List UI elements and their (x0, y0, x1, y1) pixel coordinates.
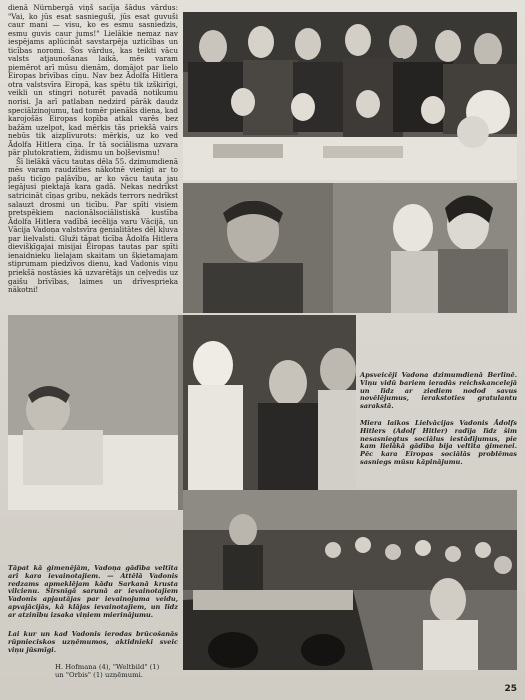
photo-credit-line: un "Orbis" (1) uzņēmumi. (55, 671, 143, 679)
photo-crowd-greeting (183, 490, 517, 670)
photo-children-signing (183, 12, 517, 180)
photo-credit-line: H. Hofmana (4), "Weltbild" (1) (55, 663, 160, 671)
article-paragraph: Šī lielākā vācu tautas dēla 55. dzimumdienā mēs varam raudzīties nākotnē vienīgi ar to pašu ticīgo paļāvību, ar ko vācu tauta jau iegājusi piektajā kara gadā. Nekas nedrīkst satricināt cīņas gribu, nekāds terrors nedrīkst salauzt drosmi un ticību. Par spīti visiem pretspēkiem nacionālsociālistiskā kustība Ādolfa Hitlera vadībā iecēlija varu Vācijā, un Vācija Vadoņa valstsvīra ģenialitātes dēļ kļuva par lielvalsti. Gluži tāpat tīcība Ādolfa Hitlera dievišķīgajai misijai Eiropas tautas par spīti ienaidnieku lielajam skaitam un šķietamajam stiprumam piedzīvos dienu, kad Vadonis viņu priekšā nostāsies kā uzvarētājs un ceļvedis uz gaišu brīvības, laimes un drīvesprieka nākotni! (8, 156, 178, 295)
photo-visiting-wounded (8, 315, 356, 510)
caption-birthday-visitors: Apsveicēji Vadona dzimumdienā Berlīnē. Viņu vidū bariem ieradās reichskancelejā un līdz ar ziediem nodod savus novēlējumus, ierakstoties gratulantu sarakstā. (360, 371, 517, 411)
article-paragraph: dienā Nürnbergā viņš sacīja šādus vārdus: "Vai, ko jūs esat sasnieguši, jūs esat guvuši caur mani — visu, ko es esmu sasniedzis, esmu guvis caur jums!" Lielākie nemaz nav iespējams aplūcināt savstarpēja uzticības un ticības noromi. Šos vārdus, kas teikti vācu valsts atjaunošanas laikā, mēs varam piemērot arī mūsu dienām, domājot par lielo Eiropas brīvības cīņu. Nav bez Ādolfa Hitlera otra valstsvīra Eiropā, kas spētu tik izšķirīgi, veikli un stingri noturēt pavadā notikumu norisi. Ja arī patlaban nedzird pārāk daudz speciālzinojumu, tad tomēr pienāks diena, kad karojošās Eiropas kopība atkal varēs bez bažām uzelpot, kad mērķis tās priekšā vairs nebūs tik aizplīvurots: mērķis, uz ko ved Ādolfa Hitlera cīņa. Ir tā sociālisma uzvara pār plutokratiem, židismu un boļševismu! (8, 3, 178, 158)
photo-leader-with-child (183, 183, 517, 313)
page-number: 25 (504, 684, 517, 694)
caption-factory-visit: Lai kur un kad Vadonis ierodas brūcošanās rūpnieciskos uzņēmumos, aktidnieki sveic viņu jūsmīgi. (8, 630, 178, 654)
caption-wounded-visit: Tāpat kā ģimenējām, Vadoņa gādība veltīta arī kara ievainotajiem. — Attēlā Vadonis redzams apmeklējam kādu Sarkanā krusta vilcienu. Sirsnīgā sarunā ar ievainotajiem Vadonis apjautājas par ievainojuma veidu, apvajācijās, kā klājas ievainotajiem, un līdz ar atzinību izsaka viņiem mierinājumu. (8, 564, 178, 619)
article-column (8, 4, 178, 308)
caption-social-institutions: Miera laikos Lielvācijas Vadonis Ādolfs Hitlers (Adolf Hitler) radīja līdz šim nesasniegtus sociālus iestādījumus, pie kam lielākā gādība bija veltīta ģimenei. Pēc kara Eiropas sociālās problēmas sasniegs mūsu kāpinājumu. (360, 419, 517, 466)
photo-credit (55, 663, 180, 679)
